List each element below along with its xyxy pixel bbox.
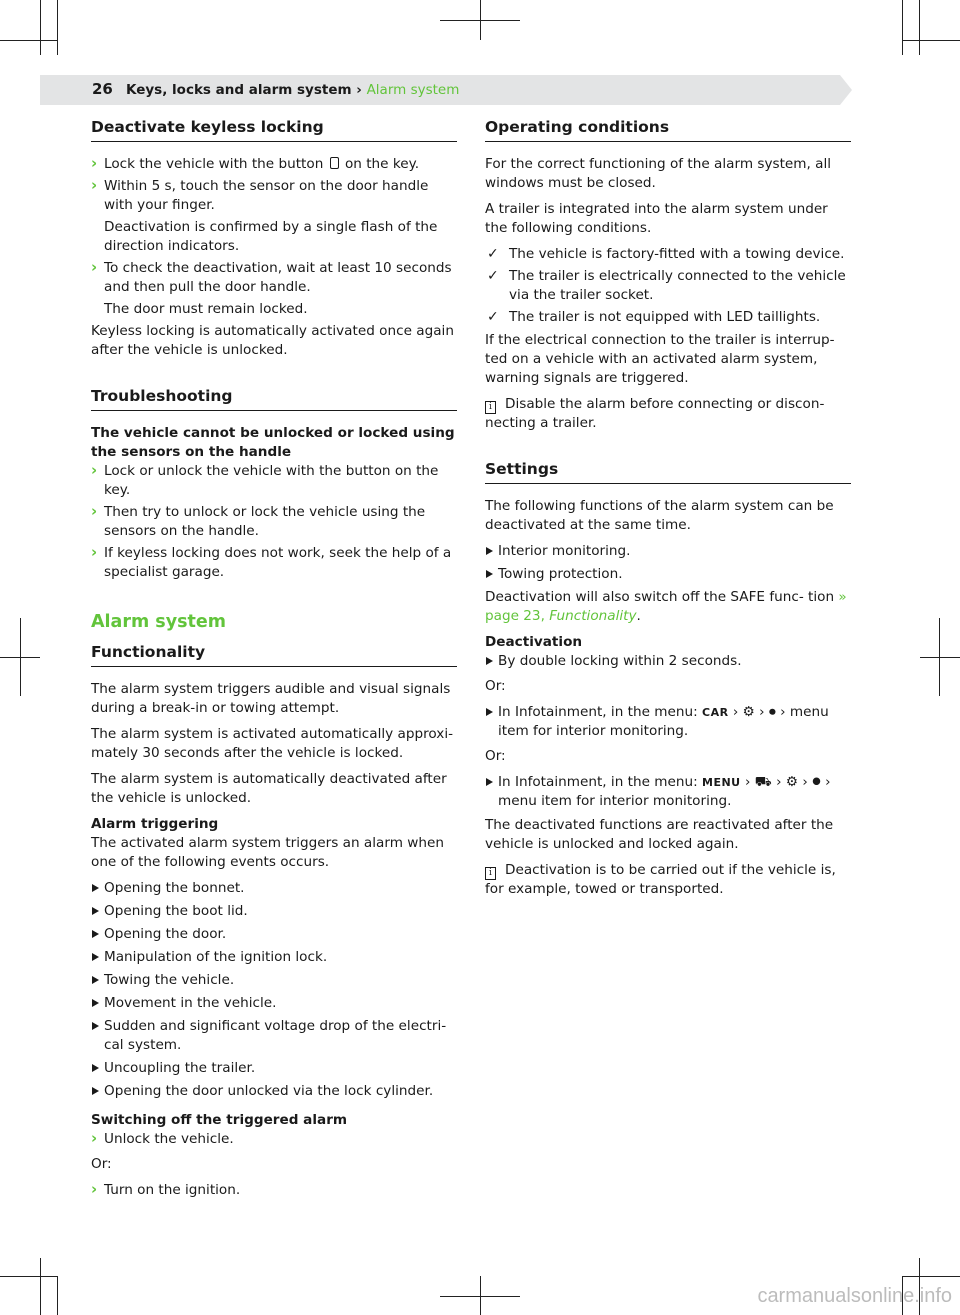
breadcrumb-separator: ›: [356, 82, 362, 98]
info-icon: i: [485, 867, 496, 880]
chapter-title: Alarm system: [91, 612, 227, 632]
crop-mark: [0, 40, 57, 41]
list-item: Uncoupling the trailer.: [91, 1059, 457, 1078]
crop-mark: [57, 0, 58, 55]
list-item: Opening the door unlocked via the lock cylinder.: [91, 1082, 457, 1101]
section-title-deactivate: Deactivate keyless locking: [91, 116, 457, 142]
list-item: Interior monitoring.: [485, 542, 851, 561]
lock-key-icon: [330, 157, 339, 169]
subheading: Alarm triggering: [91, 816, 219, 832]
info-icon: i: [485, 401, 496, 414]
crop-mark: [0, 657, 40, 658]
note-paragraph: i Disable the alarm before connecting or discon- necting a trailer.: [485, 396, 825, 431]
paragraph: The alarm system triggers audible and visual signals during a break-in or towing attempt.: [91, 681, 451, 716]
list-item: Opening the bonnet.: [91, 879, 457, 898]
crop-mark: [40, 0, 41, 55]
crop-mark: [57, 1276, 58, 1315]
crop-mark: [40, 1258, 41, 1315]
right-column: [485, 116, 851, 906]
section-title-functionality: Functionality: [91, 641, 457, 667]
paragraph: Deactivation will also switch off the SAFE func- tion » page 23, Functionality.: [485, 589, 847, 624]
breadcrumb-chapter[interactable]: Keys, locks and alarm system: [126, 82, 352, 98]
breadcrumb: [126, 82, 459, 98]
car-icon: ⛟: [754, 774, 772, 790]
paragraph: If the electrical connection to the trailer is interrup- ted on a vehicle with an activated alarm system, warning signals are triggered.: [485, 332, 835, 386]
car-menu-icon: CAR: [702, 706, 729, 719]
paragraph: The following functions of the alarm system can be deactivated at the same time.: [485, 498, 834, 533]
step-note: The door must remain locked.: [104, 301, 308, 317]
crop-mark: [0, 1276, 57, 1277]
or-label: Or:: [485, 748, 506, 764]
watermark: carmanualsonline.info: [757, 1285, 952, 1307]
page-number: 26: [92, 80, 113, 98]
step-item: › Lock the vehicle with the button on the key.: [91, 155, 457, 174]
step-item: › To check the deactivation, wait at least 10 seconds and then pull the door handle.: [91, 259, 457, 297]
crop-mark: [440, 20, 520, 21]
list-item: In Infotainment, in the menu: CAR › ⚙ › ⏺ › menu item for interior monitoring.: [485, 703, 851, 741]
step-item: › If keyless locking does not work, seek the help of a specialist garage.: [91, 544, 457, 582]
or-label: Or:: [485, 678, 506, 694]
or-label: Or:: [91, 1156, 112, 1172]
list-item: By double locking within 2 seconds.: [485, 652, 851, 671]
subheading: Switching off the triggered alarm: [91, 1112, 348, 1128]
step-note: Deactivation is confirmed by a single flash of the direction indicators.: [104, 219, 438, 254]
paragraph: The alarm system is activated automatically approxi- mately 30 seconds after the vehicle is locked.: [91, 726, 454, 761]
list-item: Movement in the vehicle.: [91, 994, 457, 1013]
section-title-settings: Settings: [485, 458, 851, 484]
list-item: Opening the door.: [91, 925, 457, 944]
alarm-icon: ⏺: [812, 774, 821, 790]
breadcrumb-current[interactable]: Alarm system: [366, 82, 460, 98]
left-column: [91, 116, 457, 1203]
crop-mark: [440, 1296, 520, 1297]
list-item: Towing the vehicle.: [91, 971, 457, 990]
list-item: Towing protection.: [485, 565, 851, 584]
step-item: › Then try to unlock or lock the vehicle using the sensors on the handle.: [91, 503, 457, 541]
crop-mark: [902, 0, 903, 55]
page-link[interactable]: » page 23, Functionality: [485, 589, 847, 624]
crop-mark: [920, 657, 960, 658]
paragraph: A trailer is integrated into the alarm system under the following conditions.: [485, 201, 828, 236]
note-paragraph: i Deactivation is to be carried out if the vehicle is, for example, towed or transported.: [485, 862, 836, 897]
step-item: › Within 5 s, touch the sensor on the door handle with your finger.: [91, 177, 457, 215]
paragraph: The activated alarm system triggers an alarm when one of the following events occurs.: [91, 835, 444, 870]
subheading: The vehicle cannot be unlocked or locked using the sensors on the handle: [91, 425, 455, 460]
paragraph: The alarm system is automatically deactivated after the vehicle is unlocked.: [91, 771, 447, 806]
settings-icon: ⚙: [785, 774, 799, 790]
step-item: › Unlock the vehicle.: [91, 1130, 457, 1149]
check-item: ✓ The trailer is electrically connected to the vehicle via the trailer socket.: [485, 267, 851, 305]
list-item: Sudden and significant voltage drop of the electri- cal system.: [91, 1017, 457, 1055]
list-item: In Infotainment, in the menu: MENU › ⛟ › ⚙ › ⏺ › menu item for interior monitoring.: [485, 773, 851, 811]
crop-mark: [902, 1276, 960, 1277]
step-item: › Turn on the ignition.: [91, 1181, 457, 1200]
check-item: ✓ The vehicle is factory-fitted with a towing device.: [485, 245, 851, 264]
step-item: › Lock or unlock the vehicle with the button on the key.: [91, 462, 457, 500]
settings-icon: ⚙: [742, 704, 755, 720]
alarm-icon: ⏺: [768, 704, 776, 720]
crop-mark: [902, 40, 960, 41]
check-item: ✓ The trailer is not equipped with LED taillights.: [485, 308, 851, 327]
crop-mark: [919, 0, 920, 55]
paragraph: For the correct functioning of the alarm system, all windows must be closed.: [485, 156, 832, 191]
section-title-troubleshooting: Troubleshooting: [91, 385, 457, 411]
paragraph: Keyless locking is automatically activated once again after the vehicle is unlocked.: [91, 323, 454, 358]
paragraph: The deactivated functions are reactivated after the vehicle is unlocked and locked again.: [485, 817, 834, 852]
subheading: Deactivation: [485, 634, 583, 650]
list-item: Manipulation of the ignition lock.: [91, 948, 457, 967]
list-item: Opening the boot lid.: [91, 902, 457, 921]
menu-icon: MENU: [702, 776, 741, 789]
section-title-operating: Operating conditions: [485, 116, 851, 142]
